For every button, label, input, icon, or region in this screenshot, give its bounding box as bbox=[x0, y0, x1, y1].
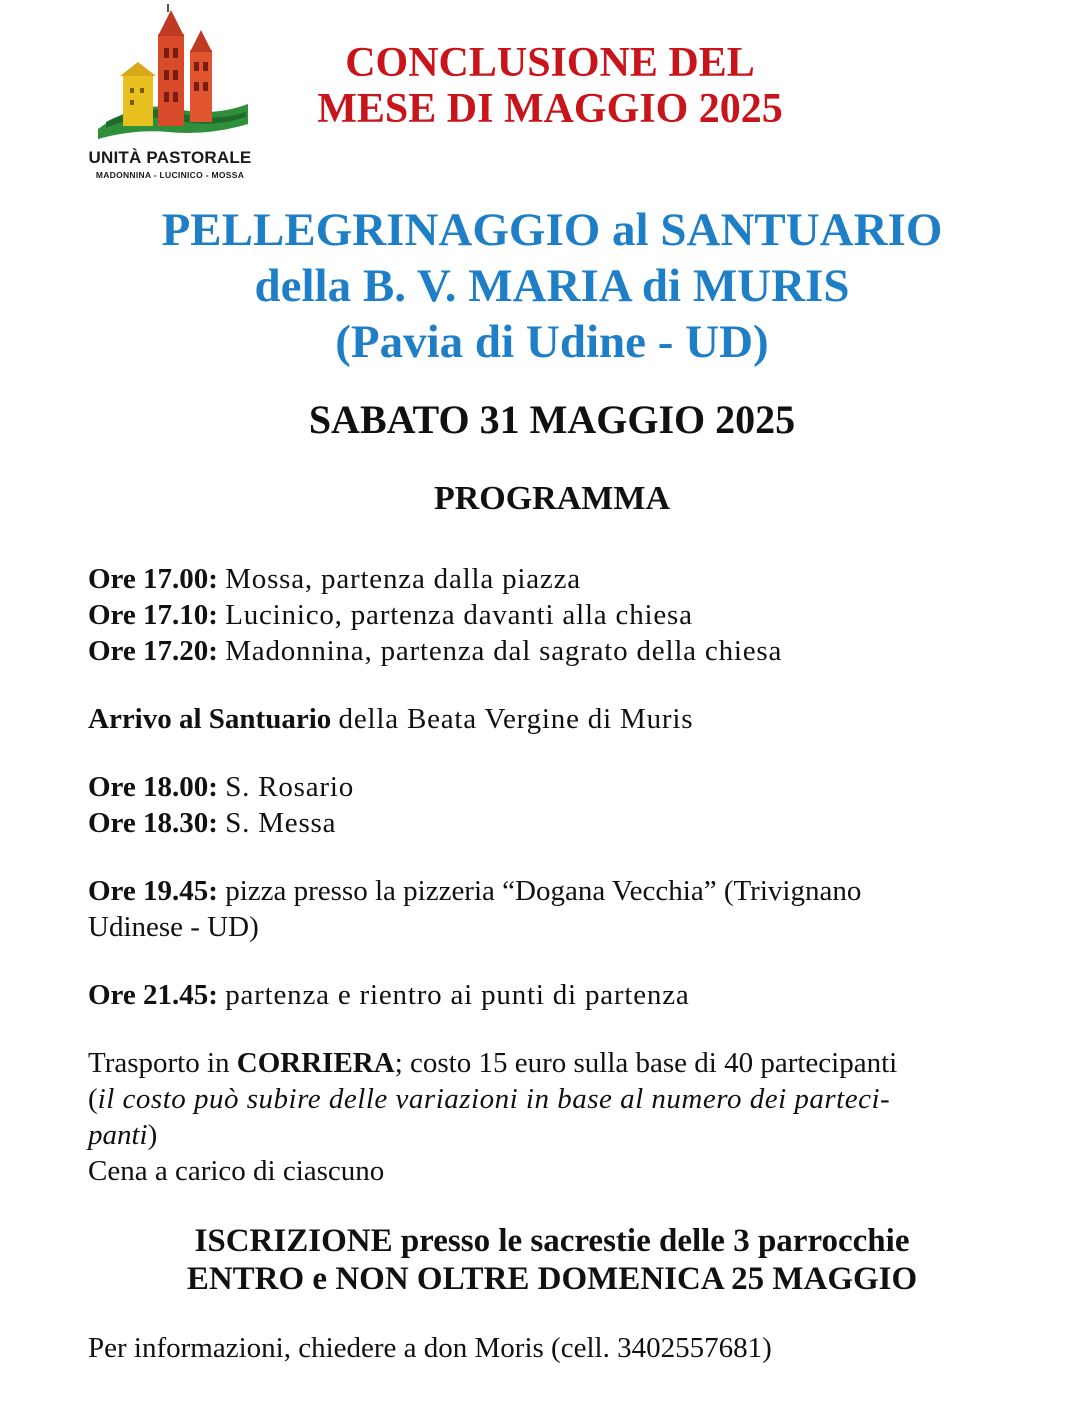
dinner-row bbox=[88, 873, 1028, 909]
return-text: partenza e rientro ai punti di partenza bbox=[225, 979, 690, 1011]
program-body bbox=[88, 561, 1028, 1189]
dinner-row-cont: Udinese - UD) bbox=[88, 911, 259, 943]
transport-mode: CORRIERA bbox=[236, 1047, 395, 1079]
registration-notice bbox=[60, 1222, 1044, 1298]
departure-row bbox=[88, 597, 1028, 633]
departure-time: Ore 17.20: bbox=[88, 635, 218, 667]
arrival-row bbox=[88, 701, 1028, 737]
transport-note-text: il costo può subire delle variazioni in base al numero dei parteci- bbox=[97, 1083, 891, 1115]
registration-line-1: ISCRIZIONE presso le sacrestie delle 3 parrocchie bbox=[194, 1223, 910, 1259]
arrival-label: Arrivo al Santuario bbox=[88, 703, 332, 735]
dinner-text: pizza presso la pizzeria “Dogana Vecchia” (Trivignano bbox=[225, 875, 862, 907]
logo bbox=[84, 4, 264, 184]
event-date: SABATO 31 MAGGIO 2025 bbox=[308, 397, 796, 442]
transport-note-text-2: panti bbox=[88, 1119, 148, 1151]
arrival-text: della Beata Vergine di Muris bbox=[338, 703, 694, 735]
service-time: Ore 18.00: bbox=[88, 771, 218, 803]
contact-info: Per informazioni, chiedere a don Moris (cell. 3402557681) bbox=[88, 1332, 772, 1364]
departure-row bbox=[88, 633, 1028, 669]
departure-text: Lucinico, partenza davanti alla chiesa bbox=[225, 599, 693, 631]
departure-text: Mossa, partenza dalla piazza bbox=[225, 563, 581, 595]
departure-row bbox=[88, 561, 1028, 597]
registration-line-2: ENTRO e NON OLTRE DOMENICA 25 MAGGIO bbox=[186, 1261, 918, 1297]
pilgrimage-title bbox=[60, 202, 1044, 370]
pilgrimage-line-3: (Pavia di Udine - UD) bbox=[335, 316, 769, 368]
church-towers-icon bbox=[98, 4, 248, 144]
logo-title: UNITÀ PASTORALE bbox=[88, 148, 252, 167]
return-row bbox=[88, 977, 1028, 1013]
paren-open: ( bbox=[88, 1083, 98, 1115]
return-time: Ore 21.45: bbox=[88, 979, 218, 1011]
pilgrimage-line-1: PELLEGRINAGGIO al SANTUARIO bbox=[161, 204, 943, 256]
service-text: S. Rosario bbox=[225, 771, 355, 803]
departure-text: Madonnina, partenza dal sagrato della chiesa bbox=[225, 635, 783, 667]
paren-close: ) bbox=[147, 1119, 158, 1151]
dinner-time: Ore 19.45: bbox=[88, 875, 218, 907]
departure-time: Ore 17.10: bbox=[88, 599, 218, 631]
transport-prefix: Trasporto in bbox=[88, 1047, 230, 1079]
dinner-note: Cena a carico di ciascuno bbox=[88, 1155, 385, 1187]
transport-cost: ; costo 15 euro sulla base di 40 partecipanti bbox=[394, 1047, 898, 1079]
departure-time: Ore 17.00: bbox=[88, 563, 218, 595]
logo-subtitle: MADONNINA - LUCINICO - MOSSA bbox=[95, 170, 245, 180]
service-row bbox=[88, 769, 1028, 805]
program-title: PROGRAMMA bbox=[433, 480, 671, 517]
service-text: S. Messa bbox=[225, 807, 337, 839]
header-line-1: CONCLUSIONE DEL bbox=[345, 40, 755, 86]
service-time: Ore 18.30: bbox=[88, 807, 218, 839]
transport-note-cont bbox=[88, 1117, 1028, 1153]
header-title bbox=[270, 40, 830, 132]
transport-note bbox=[88, 1081, 1028, 1117]
transport-row bbox=[88, 1045, 1028, 1081]
header-line-2: MESE DI MAGGIO 2025 bbox=[317, 86, 783, 132]
pilgrimage-line-2: della B. V. MARIA di MURIS bbox=[254, 260, 850, 312]
service-row bbox=[88, 805, 1028, 841]
